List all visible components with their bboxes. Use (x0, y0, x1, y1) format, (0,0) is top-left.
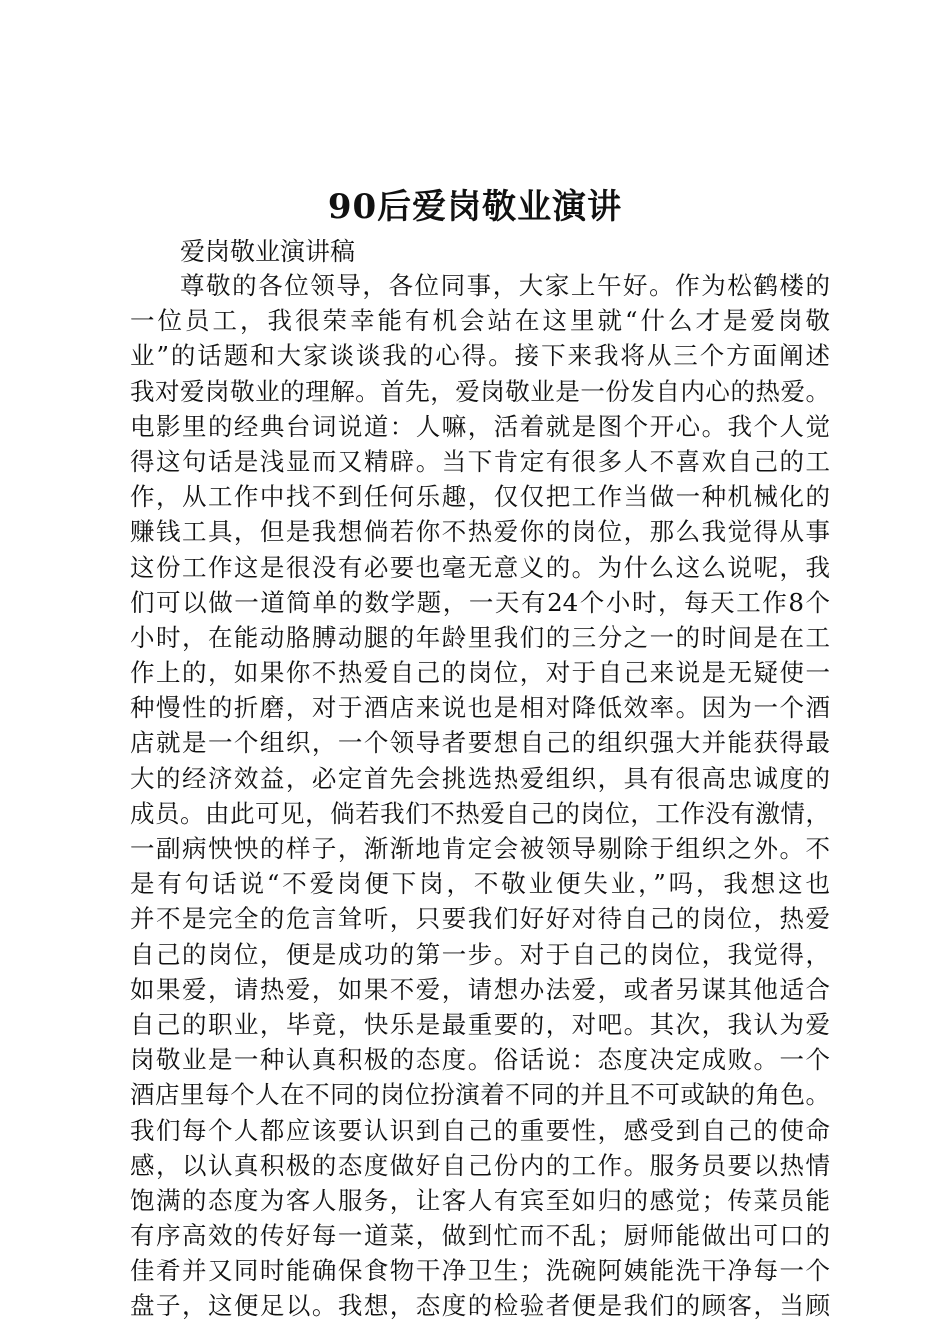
body-line: 们可以做一道简单的数学题，一天有24个小时，每天工作8个 (130, 587, 830, 617)
body-line: 得这句话是浅显而又精辟。当下肯定有很多人不喜欢自己的工 (130, 446, 830, 476)
body-line: 自己的岗位，便是成功的第一步。对于自己的岗位，我觉得， (130, 939, 830, 969)
body-line: 饱满的态度为客人服务，让客人有宾至如归的感觉；传菜员能 (130, 1185, 830, 1215)
body-line: 盘子，这便足以。我想，态度的检验者便是我们的顾客，当顾 (130, 1291, 830, 1321)
body-line: 岗敬业是一种认真积极的态度。俗话说：态度决定成败。一个 (130, 1045, 830, 1075)
body-line: 自己的职业，毕竟，快乐是最重要的，对吧。其次，我认为爱 (130, 1009, 830, 1039)
body-line: 感，以认真积极的态度做好自己份内的工作。服务员要以热情 (130, 1150, 830, 1180)
body-line: 是有句话说“不爱岗便下岗，不敬业便失业，”吗，我想这也 (130, 869, 830, 899)
body-line: 并不是完全的危言耸听，只要我们好好对待自己的岗位，热爱 (130, 904, 830, 934)
document-subtitle: 爱岗敬业演讲稿 (180, 237, 356, 266)
body-line: 酒店里每个人在不同的岗位扮演着不同的并且不可或缺的角色。 (130, 1080, 830, 1110)
body-line: 成员。由此可见，倘若我们不热爱自己的岗位，工作没有激情， (130, 798, 830, 828)
body-line: 赚钱工具，但是我想倘若你不热爱你的岗位，那么我觉得从事 (130, 517, 830, 547)
body-line: 如果爱，请热爱，如果不爱，请想办法爱，或者另谋其他适合 (130, 974, 830, 1004)
document-body (130, 268, 830, 1324)
body-line: 有序高效的传好每一道菜，做到忙而不乱；厨师能做出可口的 (130, 1221, 830, 1251)
body-line: 店就是一个组织，一个领导者要想自己的组织强大并能获得最 (130, 728, 830, 758)
body-line: 我对爱岗敬业的理解。首先，爱岗敬业是一份发自内心的热爱。 (130, 376, 830, 406)
body-line: 业”的话题和大家谈谈我的心得。接下来我将从三个方面阐述 (130, 341, 830, 371)
body-line: 种慢性的折磨，对于酒店来说也是相对降低效率。因为一个酒 (130, 693, 830, 723)
body-line: 佳肴并又同时能确保食物干净卫生；洗碗阿姨能洗干净每一个 (130, 1256, 830, 1286)
body-line: 作上的，如果你不热爱自己的岗位，对于自己来说是无疑使一 (130, 658, 830, 688)
document-title: 90后爱岗敬业演讲 (327, 187, 623, 227)
body-line: 一位员工，我很荣幸能有机会站在这里就“什么才是爱岗敬 (130, 306, 830, 336)
body-line: 我们每个人都应该要认识到自己的重要性，感受到自己的使命 (130, 1115, 830, 1145)
body-line: 作，从工作中找不到任何乐趣，仅仅把工作当做一种机械化的 (130, 482, 830, 512)
body-line: 一副病怏怏的样子，渐渐地肯定会被领导剔除于组织之外。不 (130, 834, 830, 863)
body-line: 尊敬的各位领导，各位同事，大家上午好。作为松鹤楼的 (180, 271, 830, 300)
body-line: 电影里的经典台词说道：人嘛，活着就是图个开心。我个人觉 (130, 411, 830, 441)
body-line: 大的经济效益，必定首先会挑选热爱组织，具有很高忠诚度的 (130, 763, 830, 793)
body-line: 小时，在能动胳膊动腿的年龄里我们的三分之一的时间是在工 (130, 622, 830, 652)
body-line: 这份工作这是很没有必要也毫无意义的。为什么这么说呢，我 (130, 552, 830, 582)
